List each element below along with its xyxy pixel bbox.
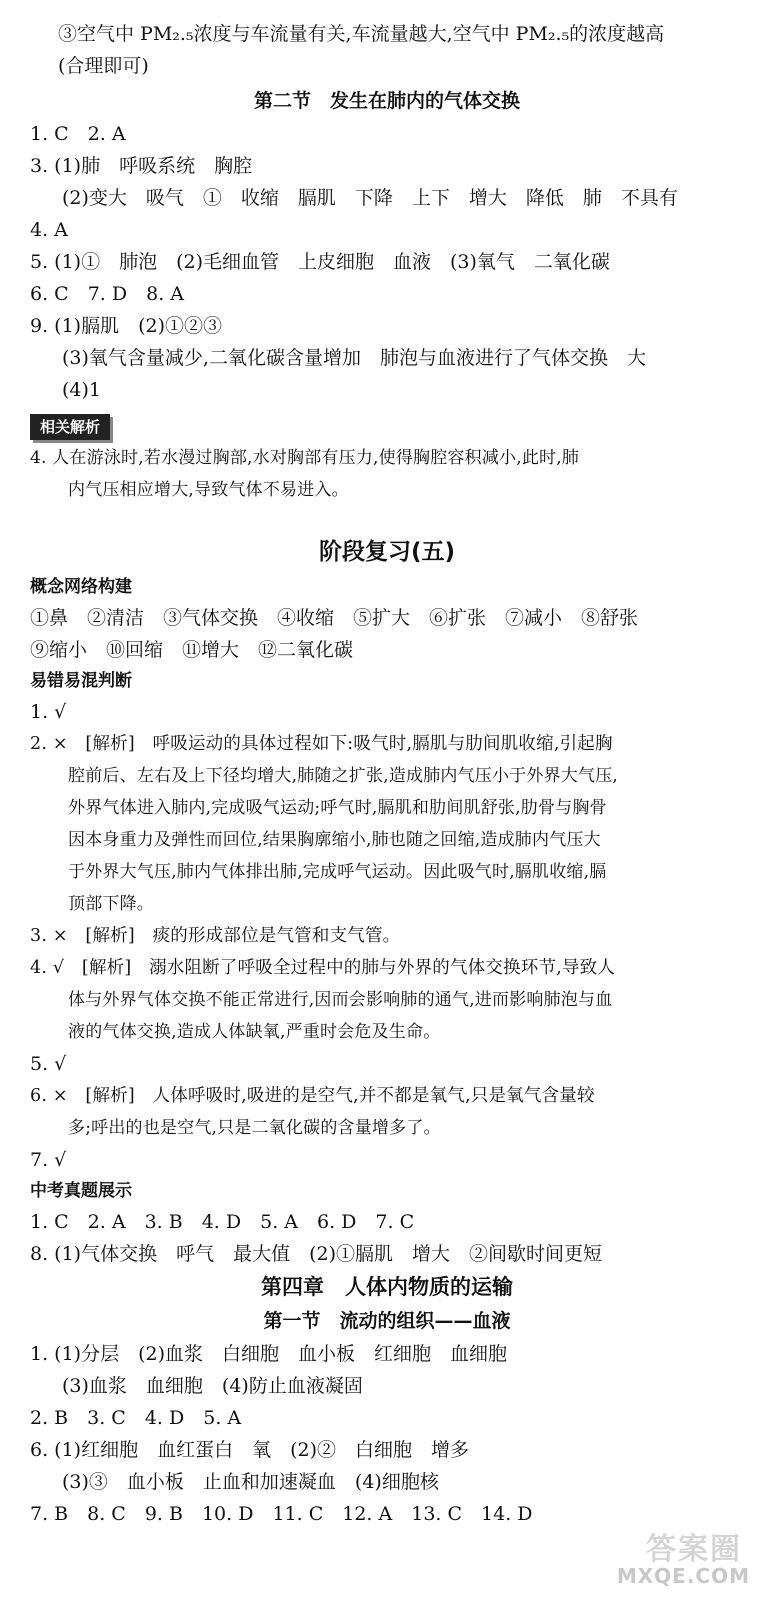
answer-line: (3)血浆 血细胞 (4)防止血液凝固 (62, 1375, 363, 1397)
review-title: 阶段复习(五) (318, 539, 456, 565)
answer-line: (4)1 (62, 379, 102, 401)
explanation-line: 2. × [解析] 呼吸运动的具体过程如下:吸气时,膈肌与肋间肌收缩,引起胸 (30, 734, 613, 754)
answer-line: 1. √ (30, 701, 67, 723)
explanation-line: 4. 人在游泳时,若水漫过胸部,水对胸部有压力,使得胸腔容积减小,此时,肺 (30, 448, 580, 468)
explanation-line: 顶部下降。 (68, 894, 154, 914)
explanation-line: 液的气体交换,造成人体缺氧,严重时会危及生命。 (68, 1022, 441, 1042)
answer-line: (3)③ 血小板 止血和加速凝血 (4)细胞核 (62, 1471, 439, 1493)
answer-line: 4. A (30, 219, 68, 241)
watermark-logo: 答案圈 (646, 1532, 742, 1567)
subheading: 易错易混判断 (30, 671, 132, 691)
answer-line: 5. √ (30, 1053, 67, 1075)
explanation-line: 体与外界气体交换不能正常进行,因而会影响肺的通气,进而影响肺泡与血 (68, 990, 613, 1010)
answer-line: 6. (1)红细胞 血红蛋白 氧 (2)② 白细胞 增多 (30, 1439, 469, 1461)
watermark-site: MXQE.COM (616, 1564, 750, 1588)
explanation-line: 4. √ [解析] 溺水阻断了呼吸全过程中的肺与外界的气体交换环节,导致人 (30, 958, 616, 978)
explanation-line: 腔前后、左右及上下径均增大,肺随之扩张,造成肺内气压小于外界大气压, (68, 766, 619, 786)
answer-line: (合理即可) (58, 55, 149, 77)
answer-line: ⑨缩小 ⑩回缩 ⑪增大 ⑫二氧化碳 (30, 639, 354, 661)
explanation-line: 于外界大气压,肺内气体排出肺,完成呼气运动。因此吸气时,膈肌收缩,膈 (68, 862, 607, 882)
answer-line: (2)变大 吸气 ① 收缩 膈肌 下降 上下 增大 降低 肺 不具有 (62, 187, 678, 209)
answer-line: 7. √ (30, 1149, 67, 1171)
section-title: 第一节 流动的组织——血液 (263, 1310, 511, 1332)
explanation-line: 外界气体进入肺内,完成吸气运动;呼气时,膈肌和肋间肌舒张,肋骨与胸骨 (68, 798, 607, 818)
answer-line: 1. C 2. A (30, 123, 126, 145)
watermark (560, 1524, 750, 1588)
answer-line: 2. B 3. C 4. D 5. A (30, 1407, 242, 1429)
answer-line: (3)氧气含量减少,二氧化碳含量增加 肺泡与血液进行了气体交换 大 (62, 347, 646, 369)
answer-line: 1. (1)分层 (2)血浆 白细胞 血小板 红细胞 血细胞 (30, 1343, 507, 1365)
answer-line: 6. C 7. D 8. A (30, 283, 184, 305)
section-title: 第二节 发生在肺内的气体交换 (253, 90, 520, 112)
explanation-line: 6. × [解析] 人体呼吸时,吸进的是空气,并不都是氧气,只是氧气含量较 (30, 1086, 595, 1106)
explanation-line: 多;呼出的也是空气,只是二氧化碳的含量增多了。 (68, 1118, 441, 1138)
analysis-tag-row (30, 414, 744, 442)
analysis-tag: 相关解析 (30, 414, 110, 440)
subheading: 概念网络构建 (30, 577, 132, 597)
subheading: 中考真题展示 (30, 1181, 132, 1201)
answer-line: 7. B 8. C 9. B 10. D 11. C 12. A 13. C 14. D (30, 1503, 533, 1525)
answer-line: 8. (1)气体交换 呼气 最大值 (2)①膈肌 增大 ②间歇时间更短 (30, 1243, 602, 1265)
answer-line: 5. (1)① 肺泡 (2)毛细血管 上皮细胞 血液 (3)氧气 二氧化碳 (30, 251, 610, 273)
answer-line: ③空气中 PM₂.₅浓度与车流量有关,车流量越大,空气中 PM₂.₅的浓度越高 (58, 23, 665, 45)
explanation-line: 内气压相应增大,导致气体不易进入。 (68, 480, 349, 500)
chapter-title: 第四章 人体内物质的运输 (261, 1275, 513, 1299)
explanation-line: 3. × [解析] 痰的形成部位是气管和支气管。 (30, 926, 401, 946)
answer-line: 3. (1)肺 呼吸系统 胸腔 (30, 155, 253, 177)
answer-line: 1. C 2. A 3. B 4. D 5. A 6. D 7. C (30, 1211, 415, 1233)
answer-line: ①鼻 ②清洁 ③气体交换 ④收缩 ⑤扩大 ⑥扩张 ⑦减小 ⑧舒张 (30, 607, 639, 629)
answer-line: 9. (1)膈肌 (2)①②③ (30, 315, 222, 337)
explanation-line: 因本身重力及弹性而回位,结果胸廓缩小,肺也随之回缩,造成肺内气压大 (68, 830, 601, 850)
